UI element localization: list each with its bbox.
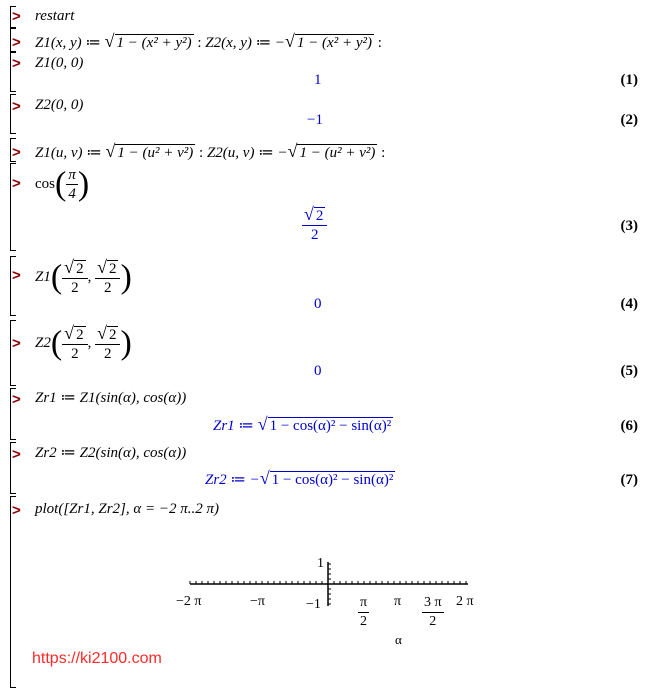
sqrt-icon: √ (64, 257, 75, 277)
sqrt-icon: √ (105, 141, 116, 161)
zr2-define-input[interactable]: Zr2 ≔ Z2(sin(α), cos(α)) (35, 445, 187, 461)
z2-function: Z2 (35, 334, 51, 351)
x-tick-2pi: 2 π (456, 594, 474, 609)
sqrt-icon: √ (285, 31, 295, 51)
z2-def-lhs: Z2(u, v) ≔ − (206, 145, 288, 161)
z2-def-radicand: 1 − (u² + v²) (299, 145, 376, 161)
zr1-lhs: Zr1 ≔ (213, 418, 258, 434)
z2-eval-input[interactable]: Z2(0, 0) (35, 97, 84, 113)
prompt-marker: > (12, 446, 21, 463)
prompt-marker: > (12, 144, 21, 161)
output-5: 0 (314, 363, 322, 379)
prompt-marker: > (12, 175, 21, 192)
y-tick-bottom: −1 (306, 597, 321, 612)
z1-eval-input[interactable]: Z1(0, 0) (35, 55, 84, 71)
equation-label-3: (3) (620, 218, 638, 234)
restart-input[interactable]: restart (35, 8, 75, 24)
output-2: −1 (307, 112, 323, 128)
group-bracket (10, 256, 16, 316)
output-6 (213, 414, 393, 435)
equation-label-2: (2) (620, 112, 638, 128)
x-tick-pi: π (394, 594, 402, 609)
output-7 (205, 468, 395, 489)
sqrt-icon: √ (287, 141, 298, 161)
watermark-url: https://ki2100.com (32, 650, 162, 667)
z2-sqrt-eval-input[interactable]: Z2( $\frac{√ 2}{2}$ , $\frac{√ 2}{2}$ ) (35, 323, 132, 362)
prompt-marker: > (12, 267, 21, 284)
z1-def-lhs: Z1(x, y) ≔ (35, 35, 105, 51)
x-tick-neg2pi: −2 π (176, 594, 202, 609)
x-axis-label: α (395, 632, 402, 647)
y-tick-top: 1 (317, 556, 324, 571)
z2-def-radicand: 1 − (x² + y²) (296, 35, 372, 51)
define-z1-z2-uv-input[interactable] (35, 142, 385, 162)
equation-label-4: (4) (620, 296, 638, 312)
fraction: $\frac{√ 2}{2}$ (62, 258, 87, 297)
separator: : (195, 145, 207, 161)
z1-function: Z1 (35, 268, 51, 285)
prompt-marker: > (12, 55, 21, 72)
terminator: : (373, 35, 382, 51)
output-4: 0 (314, 296, 322, 312)
sqrt-icon: √ (97, 257, 107, 277)
z1-def-radicand: 1 − (u² + v²) (117, 145, 194, 161)
sqrt-icon: √ (104, 31, 115, 51)
x-tick-negpi: −π (250, 594, 265, 609)
sqrt-icon: √ (304, 204, 314, 224)
output-1: 1 (314, 72, 322, 88)
zr1-radicand: 1 − cos(α)² − sin(α)² (269, 418, 392, 434)
z1-def-lhs: Z1(u, v) ≔ (35, 145, 106, 161)
x-tick-3pi-over-2: $\frac{3 \pi}{2}$ (424, 595, 442, 629)
prompt-marker: > (12, 335, 21, 352)
equation-label-6: (6) (620, 418, 638, 434)
zr2-lhs: Zr2 ≔ − (205, 472, 260, 488)
x-tick-pi-over-2: $\frac{\pi}{2}$ (360, 595, 368, 629)
fraction: $\frac{√ 2}{2}$ (95, 258, 120, 297)
fraction: $\frac{√ 2}{2}$ (95, 324, 120, 363)
fraction: $\frac{√ 2}{2}$ (62, 324, 87, 363)
argument-comma: , (87, 334, 96, 351)
z1-def-radicand: 1 − (x² + y²) (116, 35, 192, 51)
cos-eval-input[interactable]: cos( $\frac{\pi}{4}$ ) (35, 165, 90, 203)
pi-over-4: $\frac{\pi}{4}$ (68, 167, 76, 202)
plot-input[interactable]: plot([Zr1, Zr2], α = −2 π..2 π) (35, 501, 220, 517)
z2-def-lhs: Z2(x, y) ≔ − (205, 35, 286, 51)
equation-label-1: (1) (620, 72, 638, 88)
separator: : (193, 35, 206, 51)
group-bracket (10, 320, 16, 386)
terminator: : (377, 145, 386, 161)
prompt-marker: > (12, 98, 21, 115)
argument-comma: , (87, 268, 96, 285)
sqrt-icon: √ (97, 323, 107, 343)
group-bracket (10, 496, 16, 688)
output-3: $\frac{√ 2}{2}$ (302, 205, 327, 244)
sqrt-icon: √ (259, 468, 270, 488)
equation-label-7: (7) (620, 472, 638, 488)
equation-label-5: (5) (620, 363, 638, 379)
sqrt-icon: √ (257, 414, 268, 434)
prompt-marker: > (12, 8, 21, 25)
prompt-marker: > (12, 34, 21, 51)
sqrt-icon: √ (64, 323, 75, 343)
prompt-marker: > (12, 502, 21, 519)
z1-sqrt-eval-input[interactable]: Z1( $\frac{√ 2}{2}$ , $\frac{√ 2}{2}$ ) (35, 257, 132, 296)
prompt-marker: > (12, 391, 21, 408)
zr1-define-input[interactable]: Zr1 ≔ Z1(sin(α), cos(α)) (35, 390, 187, 406)
cos-function: cos (35, 175, 55, 192)
plot-area[interactable] (170, 556, 490, 652)
define-z1-z2-xy-input[interactable] (35, 32, 382, 52)
zr2-radicand: 1 − cos(α)² − sin(α)² (271, 472, 394, 488)
